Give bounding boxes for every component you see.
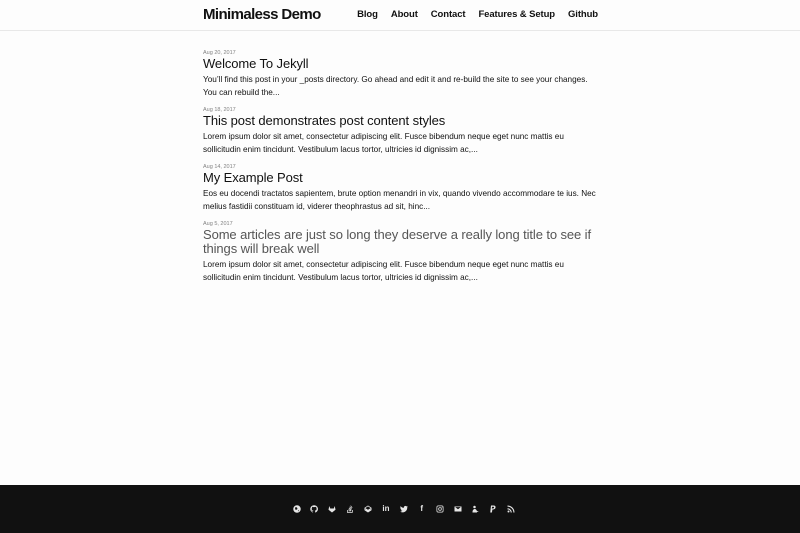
site-footer [0,485,800,533]
social-links [292,502,525,515]
post-excerpt: Eos eu docendi tractatos sapientem, brute option menandri in vix, quando vivendo accommodare te ius. Nec melius fastidii constituam id, viderer theophrastus ad sit, hinc... [203,189,596,211]
post-item [203,221,598,284]
stackoverflow-icon[interactable] [346,502,355,515]
post-title-link[interactable]: Welcome To Jekyll [203,56,309,71]
nav-contact[interactable]: Contact [430,9,466,20]
codepen-icon[interactable] [364,502,373,515]
post-title-link[interactable]: Some articles are just so long they deserve a really long title to see if things will break well [203,227,591,256]
facebook-icon[interactable]: f [420,503,424,513]
post-excerpt: Lorem ipsum dolor sit amet, consectetur adipiscing elit. Fusce bibendum neque eget nunc mattis eu sollicitudin enim tincidunt. Vestibulum lacus tortor, ultricies id dignissim ac,... [203,260,564,282]
post-title-link[interactable]: My Example Post [203,170,303,185]
instagram-icon[interactable] [435,502,444,515]
post-excerpt: Lorem ipsum dolor sit amet, consectetur adipiscing elit. Fusce bibendum neque eget nunc mattis eu sollicitudin enim tincidunt. Vestibulum lacus tortor, ultricies id dignissim ac,... [203,132,564,154]
site-title[interactable]: Minimaless Demo [203,6,321,23]
paypal-icon[interactable] [489,502,498,515]
nav-about[interactable]: About [390,9,418,20]
nav-github[interactable]: Github [567,9,598,20]
post-item [203,107,598,156]
main-nav [344,9,598,20]
github-icon[interactable] [310,502,319,515]
rss-icon[interactable] [507,502,516,515]
post-date: Aug 14, 2017 [203,164,236,170]
twitter-icon[interactable] [399,502,408,515]
globe-icon[interactable] [292,502,301,515]
post-date: Aug 20, 2017 [203,50,236,56]
post-excerpt: You’ll find this post in your _posts directory. Go ahead and edit it and re-build the site to see your changes. You can rebuild the... [203,75,588,97]
gitlab-icon[interactable] [328,502,337,515]
keybase-icon[interactable] [471,502,480,515]
linkedin-icon[interactable]: in [382,503,390,513]
nav-features-setup[interactable]: Features & Setup [478,9,555,20]
nav-blog[interactable]: Blog [357,9,378,20]
site-header [0,0,800,31]
post-list [203,50,598,292]
post-item [203,50,598,99]
post-item [203,164,598,213]
post-date: Aug 18, 2017 [203,107,236,113]
email-icon[interactable] [453,502,462,515]
post-title-link[interactable]: This post demonstrates post content styles [203,113,446,128]
post-date: Aug 5, 2017 [203,221,233,227]
